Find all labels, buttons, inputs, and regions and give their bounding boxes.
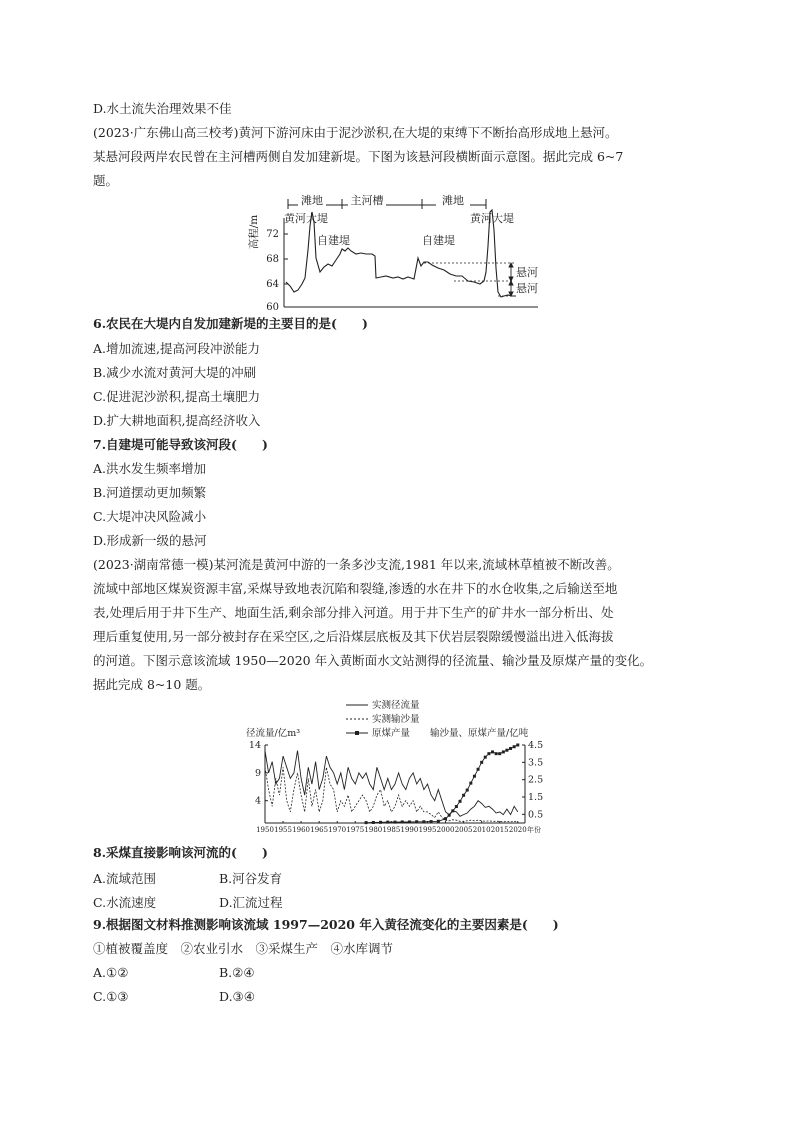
coal-point <box>451 809 454 812</box>
coal-point <box>448 814 451 817</box>
q9-option-c: C.①③ <box>93 989 129 1004</box>
x-tick-label: 1995 <box>418 826 437 834</box>
chart-legend <box>346 699 420 739</box>
coal-point <box>462 794 465 797</box>
x-tick-label: 2000 <box>436 826 455 834</box>
coal-point <box>394 821 397 824</box>
q6-stem: 6.农民在大堤内自发加建新堤的主要目的是( ) <box>93 316 368 331</box>
fig1-ytick-60: 60 <box>266 302 279 313</box>
hanging-river-arrows <box>509 263 513 296</box>
x-tick-label: 1980 <box>364 826 383 834</box>
q6-option-a: A.增加流速,提高河段冲淤能力 <box>93 341 260 356</box>
prev-option-d: D.水土流失治理效果不佳 <box>93 101 232 116</box>
label-floodplain-right: 滩地 <box>442 194 464 207</box>
q8-option-a: A.流域范围 <box>93 871 157 886</box>
coal-point <box>513 745 516 748</box>
intro1-line-3: 题。 <box>93 173 119 188</box>
coal-point <box>437 820 440 823</box>
runoff-sediment-coal-chart <box>240 697 560 839</box>
x-tick-label: 2015 <box>490 826 509 834</box>
coal-point <box>477 768 480 771</box>
x-tick-label: 2020 <box>508 826 527 834</box>
x-tick-label: 1950 <box>256 826 274 834</box>
coal-point <box>505 749 508 752</box>
x-tick-label: 1965 <box>310 826 329 834</box>
q9-option-b: B.②④ <box>219 965 255 980</box>
legend-runoff-label: 实测径流量 <box>372 700 420 711</box>
left-tick-label: 4 <box>254 795 261 807</box>
fig1-ytick-72: 72 <box>266 229 279 240</box>
label-hanging-river-2: 悬河 <box>516 282 538 295</box>
fig1-ytick-68: 68 <box>266 254 279 265</box>
x-tick-label: 1955 <box>274 826 292 834</box>
label-self-dike-right: 自建堤 <box>422 234 455 247</box>
river-cross-section-figure <box>248 188 548 316</box>
q8-stem: 8.采煤直接影响该河流的( ) <box>93 845 268 860</box>
q8-option-c: C.水流速度 <box>93 895 157 910</box>
coal-point <box>379 821 382 824</box>
q7-option-a: A.洪水发生频率增加 <box>93 461 207 476</box>
q7-option-d: D.形成新一级的悬河 <box>93 533 207 548</box>
coal-point <box>386 821 389 824</box>
x-tick-label: 1975 <box>346 826 365 834</box>
left-tick-label: 9 <box>254 767 261 779</box>
q9-option-d: D.③④ <box>219 989 255 1004</box>
coal-point <box>473 775 476 778</box>
q8-option-d: D.汇流过程 <box>219 895 283 910</box>
coal-point <box>422 820 425 823</box>
intro2-line-4: 理后重复使用,另一部分被封存在采空区,之后沿煤层底板及其下伏岩层裂隙缓慢溢出进入低海拔 <box>93 629 614 644</box>
q6-option-d: D.扩大耕地面积,提高经济收入 <box>93 413 261 428</box>
intro1-line-1: (2023·广东佛山高三校考)黄河下游河床由于泥沙淤积,在大堤的束缚下不断抬高形成地上悬河。 <box>93 125 618 140</box>
coal-point <box>401 820 404 823</box>
legend-coal-label: 原煤产量 <box>372 728 411 739</box>
intro2-line-2: 流域中部地区煤炭资源丰富,采煤导致地表沉陷和裂缝,渗透的水在井下的水仓收集,之后输送至地 <box>93 581 618 596</box>
label-dike-right: 黄河大堤 <box>470 212 514 225</box>
coal-point <box>466 789 469 792</box>
coal-point <box>372 821 375 824</box>
chart-ylabel-left: 径流量/亿m³ <box>246 728 301 739</box>
right-tick-label: 4.5 <box>528 740 544 751</box>
q7-option-c: C.大堤冲决风险减小 <box>93 509 207 524</box>
right-tick-label: 2.5 <box>528 774 544 786</box>
legend-sediment-label: 实测输沙量 <box>372 714 420 725</box>
coal-point <box>487 752 490 755</box>
label-main-channel: 主河槽 <box>350 194 384 207</box>
q9-items: ①植被覆盖度 ②农业引水 ③采煤生产 ④水库调节 <box>93 941 394 956</box>
coal-point <box>469 782 472 785</box>
intro1-line-2: 某悬河段两岸农民曾在主河槽两侧自发加建新堤。下图为该悬河段横断面示意图。据此完成 6~7 <box>93 149 624 164</box>
coal-point <box>430 820 433 823</box>
coal-point <box>459 800 462 803</box>
coal-point <box>365 821 368 824</box>
x-axis-label: 年份 <box>527 826 541 834</box>
x-tick-label: 1990 <box>400 826 419 834</box>
coal-point <box>491 750 494 753</box>
fig1-ytick-64: 64 <box>266 279 279 290</box>
coal-point <box>408 820 411 823</box>
x-tick-label: 2010 <box>472 826 491 834</box>
right-tick-label: 1.5 <box>528 792 544 803</box>
series-line-coal <box>366 745 518 823</box>
q6-option-c: C.促进泥沙淤积,提高土壤肥力 <box>93 389 261 404</box>
coal-point <box>415 820 418 823</box>
q9-option-a: A.①② <box>93 965 129 980</box>
q8-option-b: B.河谷发育 <box>219 871 283 886</box>
q6-option-b: B.减少水流对黄河大堤的冲刷 <box>93 365 257 380</box>
label-hanging-river-1: 悬河 <box>516 266 538 279</box>
series-line-runoff <box>265 751 518 817</box>
intro2-line-3: 表,处理后用于井下生产、地面生活,剩余部分排入河道。用于井下生产的矿井水一部分析出、处 <box>93 605 614 620</box>
fig1-ylabel: 高程/m <box>248 214 260 250</box>
intro2-line-6: 据此完成 8~10 题。 <box>93 677 211 692</box>
coal-point <box>495 752 498 755</box>
right-tick-label: 3.5 <box>528 757 544 769</box>
label-floodplain-left: 滩地 <box>301 194 323 207</box>
x-tick-label: 1960 <box>292 826 311 834</box>
label-dike-left: 黄河大堤 <box>284 212 328 225</box>
intro2-line-5: 的河道。下图示意该流域 1950—2020 年入黄断面水文站测得的径流量、输沙量及原煤产量的变化。 <box>93 653 653 668</box>
q7-stem: 7.自建堤可能导致该河段( ) <box>93 437 268 452</box>
coal-point <box>455 805 458 808</box>
coal-point <box>516 744 519 747</box>
coal-point <box>444 817 447 820</box>
coal-point <box>480 761 483 764</box>
x-tick-label: 1985 <box>382 826 401 834</box>
left-tick-label: 14 <box>248 740 261 751</box>
coal-point <box>502 750 505 753</box>
intro2-line-1: (2023·湖南常德一模)某河流是黄河中游的一条多沙支流,1981 年以来,流域林草植被不断改善。 <box>93 557 620 572</box>
x-tick-label: 1970 <box>328 826 347 834</box>
label-self-dike-left: 自建堤 <box>317 234 350 247</box>
right-tick-label: 0.5 <box>528 809 544 821</box>
coal-point <box>484 756 487 759</box>
series-line-sediment <box>265 767 518 822</box>
x-tick-label: 2005 <box>454 826 473 834</box>
coal-point <box>509 747 512 750</box>
coal-point <box>498 752 501 755</box>
series-group <box>265 744 519 825</box>
chart-ylabel-right: 输沙量、原煤产量/亿吨 <box>430 728 529 739</box>
q9-stem: 9.根据图文材料推测影响该流域 1997—2020 年入黄径流变化的主要因素是( ) <box>93 917 559 932</box>
q7-option-b: B.河道摆动更加频繁 <box>93 485 207 500</box>
